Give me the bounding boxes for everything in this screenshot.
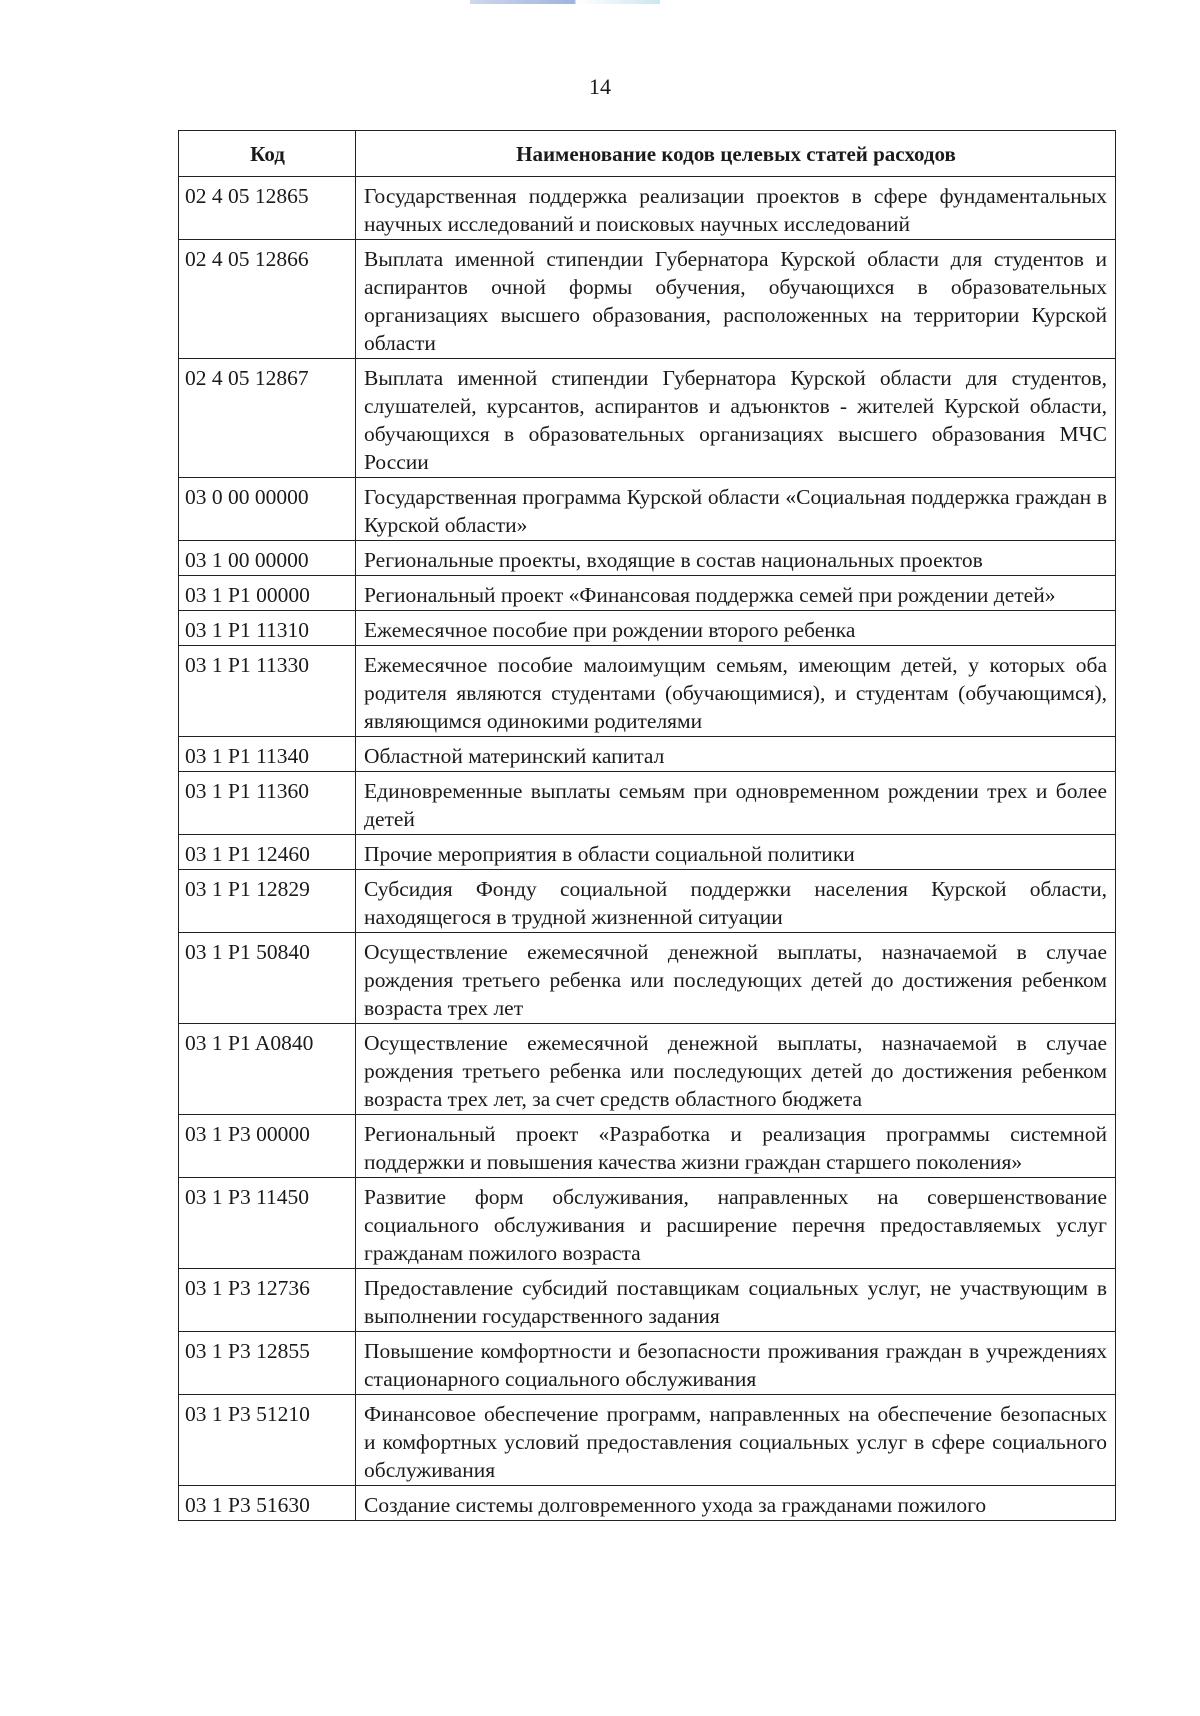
row-code: 03 1 P1 11340 (179, 737, 356, 772)
header-name: Наименование кодов целевых статей расходов (356, 131, 1116, 177)
row-code: 03 1 P3 51210 (179, 1395, 356, 1486)
row-name: Финансовое обеспечение программ, направленных на обеспечение безопасных и комфортных условий предоставления социальных услуг в сфере социального обслуживания (356, 1395, 1116, 1486)
row-code: 03 1 P3 12736 (179, 1269, 356, 1332)
table-row (179, 359, 1116, 478)
target-expense-codes-table (178, 130, 1116, 1521)
table-row (179, 240, 1116, 359)
row-name: Повышение комфортности и безопасности проживания граждан в учреждениях стационарного социального обслуживания (356, 1332, 1116, 1395)
table-row (179, 835, 1116, 870)
row-name: Субсидия Фонду социальной поддержки населения Курской области, находящегося в трудной жизненной ситуации (356, 870, 1116, 933)
row-name: Государственная поддержка реализации проектов в сфере фундаментальных научных исследований и поисковых научных исследований (356, 177, 1116, 240)
row-code: 02 4 05 12865 (179, 177, 356, 240)
row-name: Региональный проект «Разработка и реализация программы системной поддержки и повышения качества жизни граждан старшего поколения» (356, 1115, 1116, 1178)
row-code: 03 1 P3 51630 (179, 1486, 356, 1521)
table-row (179, 1332, 1116, 1395)
row-code: 03 1 P3 11450 (179, 1178, 356, 1269)
row-name: Создание системы долговременного ухода за гражданами пожилого (356, 1486, 1116, 1521)
table-row (179, 1395, 1116, 1486)
header-code: Код (179, 131, 356, 177)
row-name: Единовременные выплаты семьям при одновременном рождении трех и более детей (356, 772, 1116, 835)
table-row (179, 870, 1116, 933)
row-name: Осуществление ежемесячной денежной выплаты, назначаемой в случае рождения третьего ребенка или последующих детей до достижения ребенком возраста трех лет (356, 933, 1116, 1024)
table-row (179, 933, 1116, 1024)
row-code: 03 1 P1 12460 (179, 835, 356, 870)
row-code: 03 1 P3 00000 (179, 1115, 356, 1178)
row-code: 02 4 05 12866 (179, 240, 356, 359)
row-code: 03 1 P1 A0840 (179, 1024, 356, 1115)
row-name: Региональный проект «Финансовая поддержка семей при рождении детей» (356, 576, 1116, 611)
row-name: Выплата именной стипендии Губернатора Курской области для студентов, слушателей, курсантов, аспирантов и адъюнктов - жителей Курской области, обучающихся в образовательных организациях высшего образования МЧС России (356, 359, 1116, 478)
table-row (179, 1486, 1116, 1521)
row-code: 03 1 P1 12829 (179, 870, 356, 933)
page-number: 14 (589, 74, 611, 99)
row-code: 03 0 00 00000 (179, 478, 356, 541)
table-row (179, 737, 1116, 772)
row-code: 03 1 P3 12855 (179, 1332, 356, 1395)
row-name: Выплата именной стипендии Губернатора Курской области для студентов и аспирантов очной формы обучения, обучающихся в образовательных организациях высшего образования, расположенных на территории Курской области (356, 240, 1116, 359)
row-code: 03 1 P1 00000 (179, 576, 356, 611)
table-row (179, 1269, 1116, 1332)
table-row (179, 177, 1116, 240)
row-name: Развитие форм обслуживания, направленных на совершенствование социального обслуживания и расширение перечня предоставляемых услуг гражданам пожилого возраста (356, 1178, 1116, 1269)
scan-artifact (470, 0, 660, 4)
row-code: 03 1 P1 11310 (179, 611, 356, 646)
row-name: Ежемесячное пособие малоимущим семьям, имеющим детей, у которых оба родителя являются студентами (обучающимися), и студентам (обучающимся), являющимся одинокими родителями (356, 646, 1116, 737)
row-name: Прочие мероприятия в области социальной политики (356, 835, 1116, 870)
row-name: Предоставление субсидий поставщикам социальных услуг, не участвующим в выполнении государственного задания (356, 1269, 1116, 1332)
row-code: 02 4 05 12867 (179, 359, 356, 478)
table-row (179, 576, 1116, 611)
table-row (179, 1024, 1116, 1115)
table-row (179, 1178, 1116, 1269)
table-row (179, 646, 1116, 737)
row-name: Региональные проекты, входящие в состав национальных проектов (356, 541, 1116, 576)
row-code: 03 1 P1 11360 (179, 772, 356, 835)
table-header-row (179, 131, 1116, 177)
row-name: Областной материнский капитал (356, 737, 1116, 772)
table-row (179, 1115, 1116, 1178)
table-row (179, 478, 1116, 541)
table-row (179, 611, 1116, 646)
row-name: Государственная программа Курской области «Социальная поддержка граждан в Курской области» (356, 478, 1116, 541)
table-row (179, 772, 1116, 835)
table-row (179, 541, 1116, 576)
row-name: Ежемесячное пособие при рождении второго ребенка (356, 611, 1116, 646)
row-code: 03 1 P1 50840 (179, 933, 356, 1024)
row-name: Осуществление ежемесячной денежной выплаты, назначаемой в случае рождения третьего ребенка или последующих детей до достижения ребенком возраста трех лет, за счет средств областного бюджета (356, 1024, 1116, 1115)
row-code: 03 1 00 00000 (179, 541, 356, 576)
row-code: 03 1 P1 11330 (179, 646, 356, 737)
